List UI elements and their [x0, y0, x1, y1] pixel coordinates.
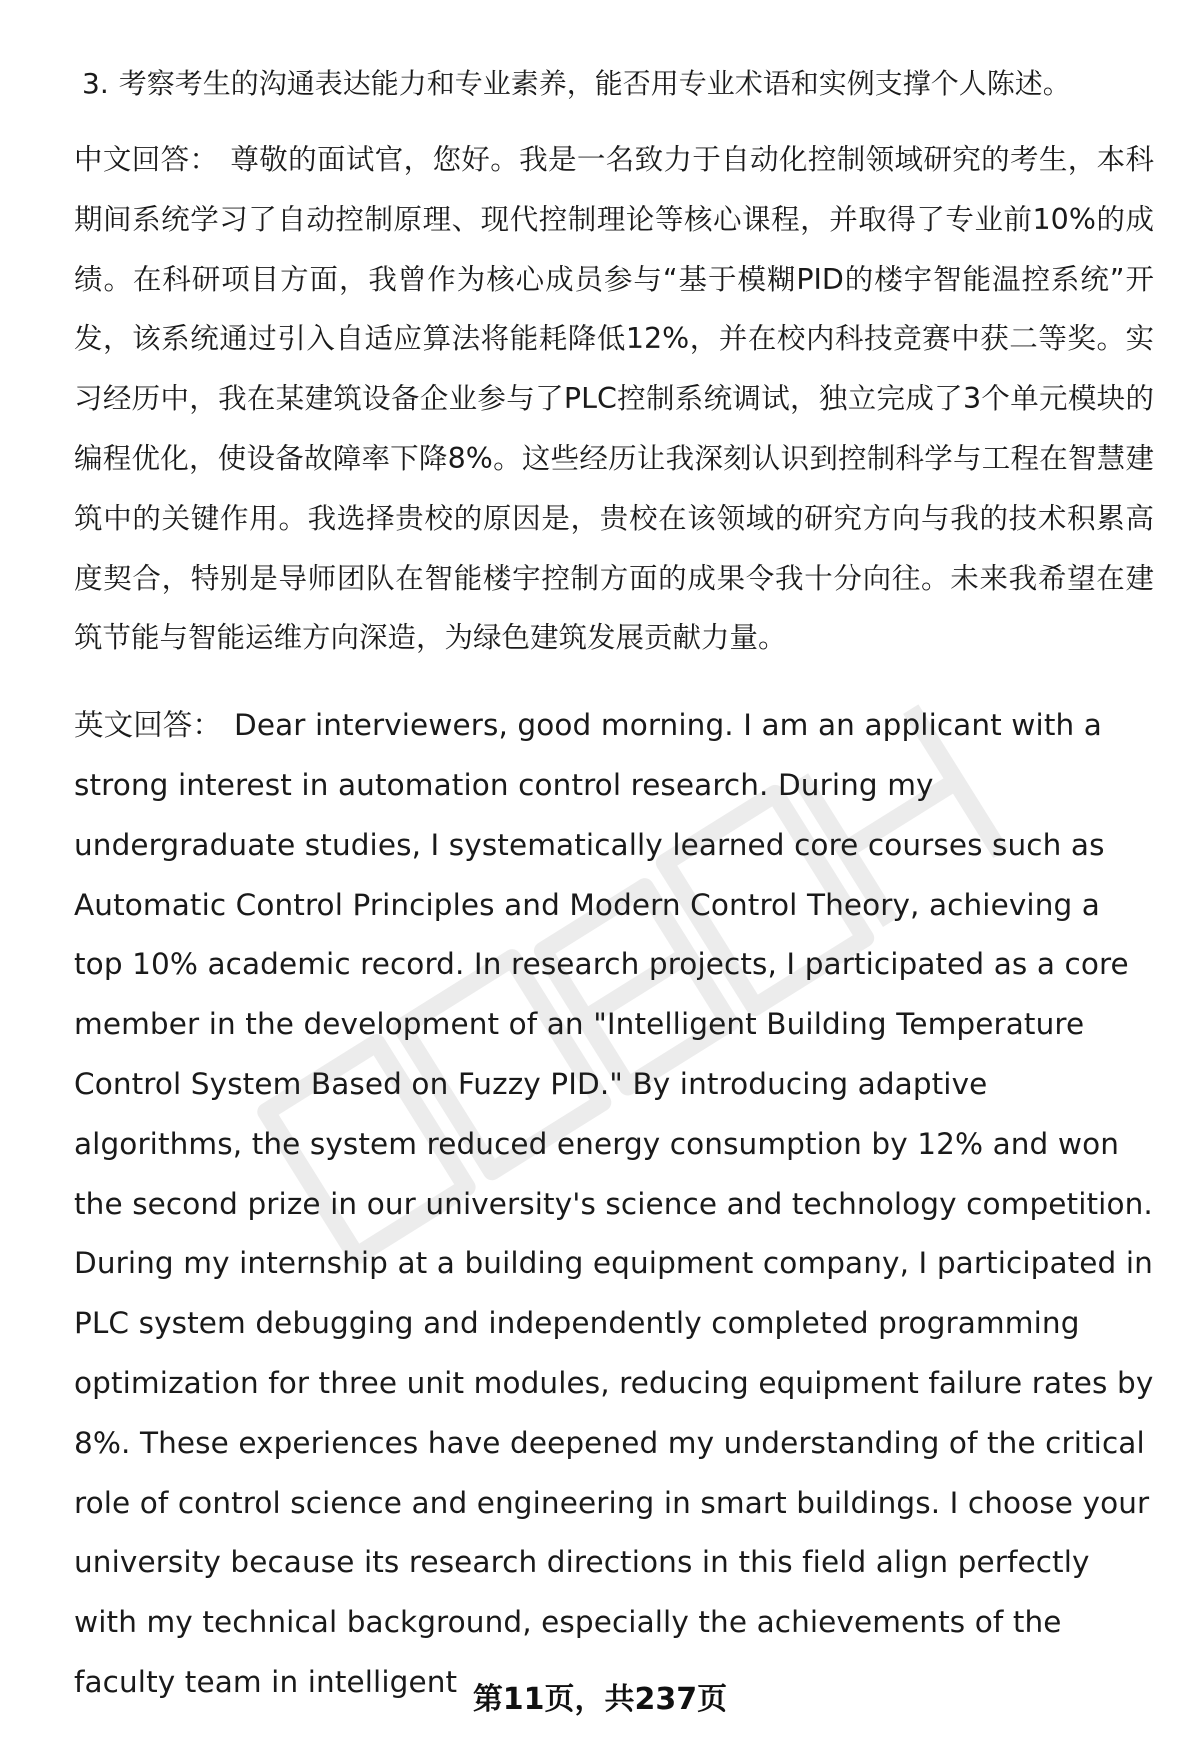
- list-item: [82, 64, 1154, 104]
- list-item-number: 3.: [82, 67, 109, 100]
- english-answer-label: 英文回答：: [74, 708, 223, 743]
- chinese-answer-label: 中文回答：: [74, 143, 219, 176]
- english-answer-text: Dear interviewers, good morning. I am an applicant with a strong interest in automation control research. During my undergraduate studies, I systematically learned core courses such as Automatic Control Principles and Modern Control Theory, achieving a top 10% academic record. In research projects, I participated as a core member in the development of an "Intelligent Building Temperature Control System Based on Fuzzy PID." By introducing adaptive algorithms, the system reduced energy consumption by 12% and won the second prize in our university's science and technology competition. During my internship at a building equipment company, I participated in PLC system debugging and independently completed programming optimization for three unit modules, reducing equipment failure rates by 8%. These experiences have deepened my understanding of the critical role of control science and engineering in smart buildings. I choose your university because its research directions in this field align perfectly with my technical background, especially the achievements of the faculty team in intelligent: [74, 708, 1154, 1699]
- list-item-text: 考察考生的沟通表达能力和专业素养，能否用专业术语和实例支撑个人陈述。: [118, 67, 1071, 100]
- chinese-answer-text: 尊敬的面试官，您好。我是一名致力于自动化控制领域研究的考生，本科期间系统学习了自动控制原理、现代控制理论等核心课程，并取得了专业前10%的成绩。在科研项目方面，我曾作为核心成员参与“基于模糊PID的楼宇智能温控系统”开发，该系统通过引入自适应算法将能耗降低12%，并在校内科技竞赛中获二等奖。实习经历中，我在某建筑设备企业参与了PLC控制系统调试，独立完成了3个单元模块的编程优化，使设备故障率下降8%。这些经历让我深刻认识到控制科学与工程在智慧建筑中的关键作用。我选择贵校的原因是，贵校在该领域的研究方向与我的技术积累高度契合，特别是导师团队在智能楼宇控制方面的成果令我十分向往。未来我希望在建筑节能与智能运维方向深造，为绿色建筑发展贡献力量。: [74, 143, 1154, 655]
- chinese-answer: [74, 130, 1154, 668]
- english-answer: [74, 696, 1154, 1713]
- page-number: 第11页，共237页: [472, 1682, 728, 1717]
- document-body: [74, 64, 1154, 1741]
